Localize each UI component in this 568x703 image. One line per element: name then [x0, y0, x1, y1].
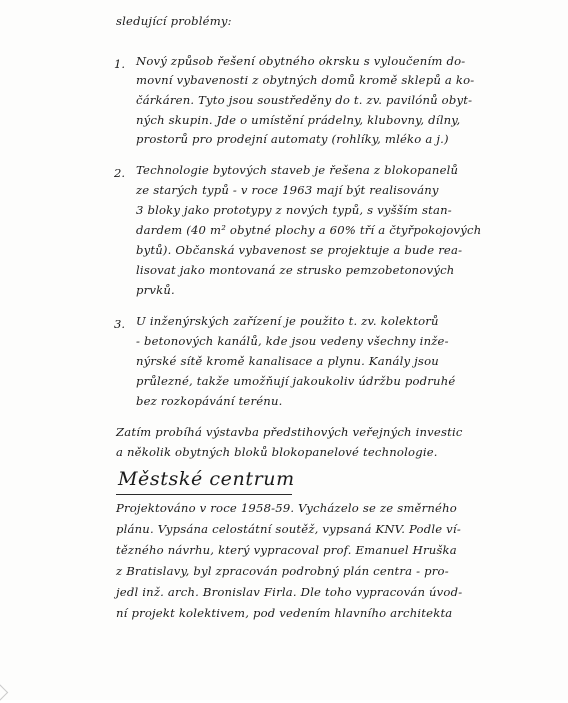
item-2-line-4: dardem (40 m² obytné plochy a 60% tří a čtyřpokojových: [136, 223, 482, 237]
body-line-2: plánu. Vypsána celostátní soutěž, vypsaná KNV. Podle ví-: [116, 522, 461, 536]
item-3-line-4: průlezné, takže umožňují jakoukoliv údržbu podruhé: [136, 374, 456, 388]
item-2-line-6: lisovat jako montovaná ze strusko pemzobetonových: [136, 263, 455, 277]
closing-line-1: Zatím probíhá výstavba předstihových veřejných investic: [116, 425, 463, 439]
body-line-3: tězného návrhu, který vypracoval prof. Emanuel Hruška: [116, 543, 457, 557]
heading-underline: [116, 494, 292, 495]
item-2-line-2: ze starých typů - v roce 1963 mají být realisovány: [136, 183, 439, 197]
item-2-line-3: 3 bloky jako prototypy z nových typů, s vyšším stan-: [136, 203, 452, 217]
item-2-number: 2.: [114, 166, 126, 180]
body-line-1: Projektováno v roce 1958-59. Vycházelo se ze směrného: [116, 501, 457, 515]
item-3-line-3: nýrské sítě kromě kanalisace a plynu. Kanály jsou: [136, 354, 439, 368]
body-line-4: z Bratislavy, byl zpracován podrobný plán centra - pro-: [116, 564, 449, 578]
item-1-line-5: prostorů pro prodejní automaty (rohlíky, mléko a j.): [136, 132, 449, 146]
intro-line: sledující problémy:: [116, 14, 232, 28]
item-2-line-1: Technologie bytových staveb je řešena z blokopanelů: [136, 163, 459, 177]
item-1-line-4: ných skupin. Jde o umístění prádelny, klubovny, dílny,: [136, 113, 461, 127]
item-3-number: 3.: [114, 317, 126, 331]
item-2-line-7: prvků.: [136, 283, 175, 297]
body-line-6: ní projekt kolektivem, pod vedením hlavního architekta: [116, 606, 453, 620]
item-3-line-2: - betonových kanálů, kde jsou vedeny všechny inže-: [136, 334, 449, 348]
body-line-5: jedl inž. arch. Bronislav Firla. Dle toho vypracován úvod-: [116, 585, 463, 599]
item-2-line-5: bytů). Občanská vybavenost se projektuje a bude rea-: [136, 243, 463, 257]
section-heading: Městské centrum: [118, 468, 295, 490]
item-3-line-5: bez rozkopávání terénu.: [136, 394, 283, 408]
item-1-line-2: movní vybavenosti z obytných domů kromě sklepů a ko-: [136, 73, 475, 87]
item-1-line-1: Nový způsob řešení obytného okrsku s vyloučením do-: [136, 54, 466, 68]
closing-line-2: a několik obytných bloků blokopanelové technologie.: [116, 445, 438, 459]
item-1-line-3: čárkáren. Tyto jsou soustředěny do t. zv. pavilónů obyt-: [136, 93, 473, 107]
item-3-line-1: U inženýrských zařízení je použito t. zv. kolektorů: [136, 314, 439, 328]
item-1-number: 1.: [114, 57, 126, 71]
